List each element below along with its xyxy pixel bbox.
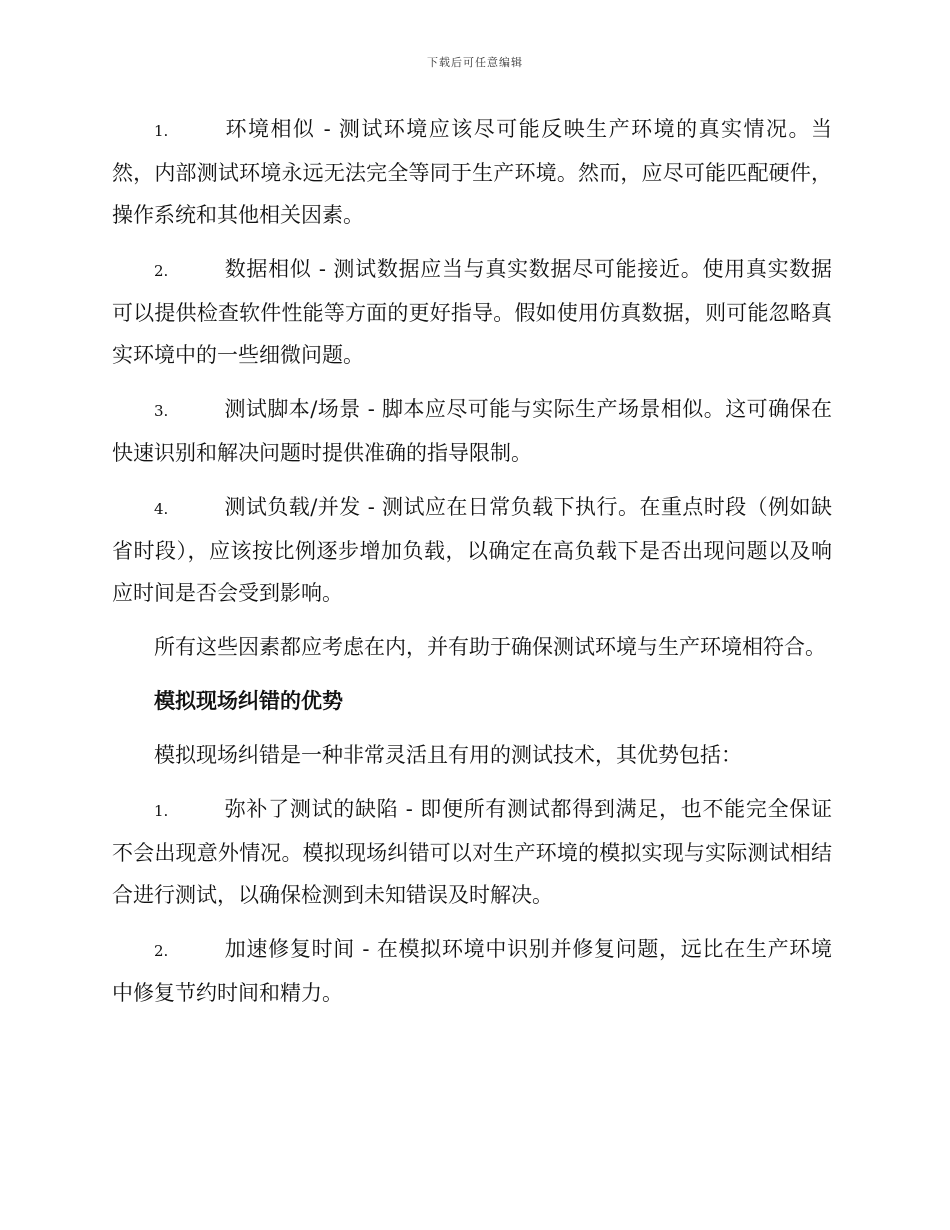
list-number: 2. xyxy=(154,942,169,960)
list-item-text: 数据相似 - 测试数据应当与真实数据尽可能接近。使用真实数据可以提供检查软件性能等方面的更好指导。假如使用仿真数据，则可能忽略真实环境中的一些细微问题。 xyxy=(112,257,832,367)
list-item-compensate xyxy=(112,788,832,916)
list-item-text: 测试负载/并发 - 测试应在日常负载下执行。在重点时段（例如缺省时段），应该按比例逐步增加负载，以确定在高负载下是否出现问题以及响应时间是否会受到影响。 xyxy=(112,495,832,605)
list-item-text: 环境相似 - 测试环境应该尽可能反映生产环境的真实情况。当然，内部测试环境永远无法完全等同于生产环境。然而，应尽可能匹配硬件，操作系统和其他相关因素。 xyxy=(112,117,832,227)
list-item-environment xyxy=(112,108,832,236)
list-number: 1. xyxy=(154,802,169,820)
document-body xyxy=(112,108,832,1026)
list-number: 3. xyxy=(154,402,169,420)
list-item-text: 测试脚本/场景 - 脚本应尽可能与实际生产场景相似。这可确保在快速识别和解决问题时提供准确的指导限制。 xyxy=(112,397,832,465)
summary-paragraph: 所有这些因素都应考虑在内，并有助于确保测试环境与生产环境相符合。 xyxy=(154,635,826,659)
section-intro: 模拟现场纠错是一种非常灵活且有用的测试技术，其优势包括： xyxy=(154,743,742,767)
list-item-text: 加速修复时间 - 在模拟环境中识别并修复问题，远比在生产环境中修复节约时间和精力。 xyxy=(112,937,832,1005)
list-number: 1. xyxy=(154,122,169,140)
list-item-speed-fix xyxy=(112,928,832,1014)
page-header: 下载后可任意编辑 xyxy=(427,56,523,69)
section-heading: 模拟现场纠错的优势 xyxy=(154,689,343,713)
list-item-data xyxy=(112,248,832,376)
list-number: 4. xyxy=(154,500,169,518)
list-item-load xyxy=(112,486,832,614)
list-item-scripts xyxy=(112,388,832,474)
list-number: 2. xyxy=(154,262,169,280)
list-item-text: 弥补了测试的缺陷 - 即便所有测试都得到满足，也不能完全保证不会出现意外情况。模拟现场纠错可以对生产环境的模拟实现与实际测试相结合进行测试，以确保检测到未知错误及时解决。 xyxy=(112,797,832,907)
